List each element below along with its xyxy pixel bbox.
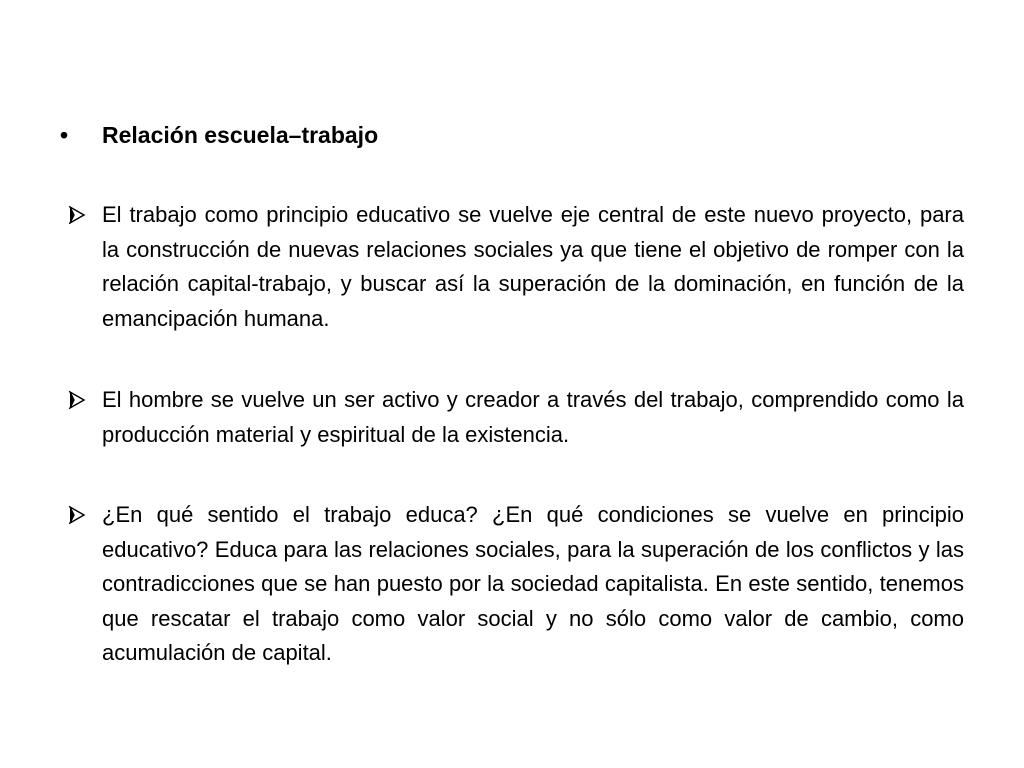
bullet-text-2: El hombre se vuelve un ser activo y creador a través del trabajo, comprendido como la producción material y espiritual de la existencia. — [102, 387, 964, 447]
section-heading — [60, 118, 964, 152]
arrow-bullet-icon — [68, 383, 102, 417]
arrow-bullet-icon — [68, 498, 102, 532]
bullet-item-2 — [68, 383, 964, 452]
bullet-text-3: ¿En qué sentido el trabajo educa? ¿En qué condiciones se vuelve en principio educativo? Educa para las relaciones sociales, para la superación de los conflictos y las contradicciones que se han puesto por la sociedad capitalista. En este sentido, tenemos que rescatar el trabajo como valor social y no sólo como valor de cambio, como acumulación de capital. — [102, 502, 964, 665]
bullet-item-3 — [68, 498, 964, 671]
arrow-bullet-icon — [68, 198, 102, 232]
bullet-item-1 — [68, 198, 964, 336]
heading-bullet: • — [60, 122, 69, 148]
heading-text: Relación escuela–trabajo — [102, 122, 379, 148]
bullet-text-1: El trabajo como principio educativo se vuelve eje central de este nuevo proyecto, para la construcción de nuevas relaciones sociales ya que tiene el objetivo de romper con la relación capital-trabajo, y buscar así la superación de la dominación, en función de la emancipación humana. — [102, 202, 964, 331]
